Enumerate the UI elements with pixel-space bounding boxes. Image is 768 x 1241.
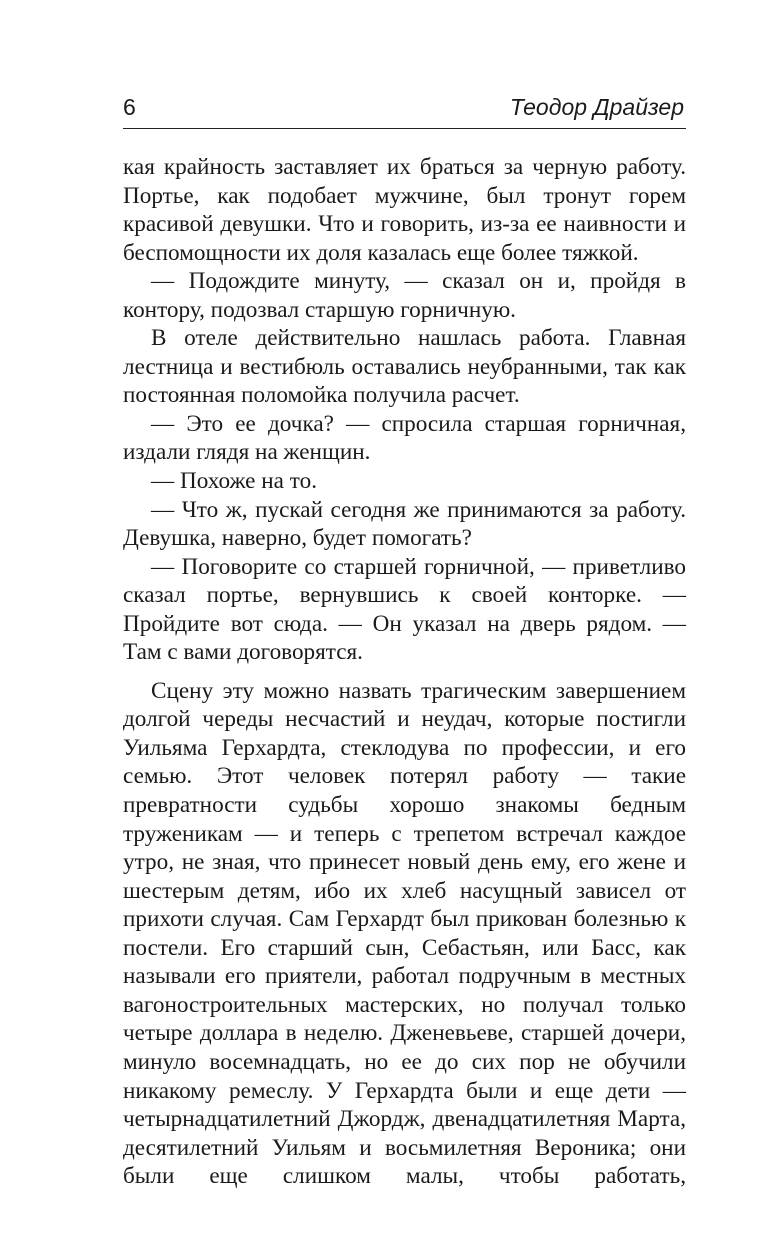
paragraph-4: — Это ее дочка? — спросила старшая горничная, издали глядя на женщин. <box>123 410 686 466</box>
paragraph-2: — Подождите минуту, — сказал он и, пройдя в контору, подозвал старшую горничную. <box>123 268 686 323</box>
body-text <box>123 153 686 1191</box>
book-page <box>123 90 686 1191</box>
paragraph-3: В отеле действительно нашлась работа. Главная лестница и вестибюль оставались неубранными, так как постоянная поломойка получила расчет. <box>123 325 686 409</box>
page-number: 6 <box>123 94 136 120</box>
paragraph-7: — Поговорите со старшей горничной, — приветливо сказал портье, вернувшись к своей конторке. — Пройдите вот сюда. — Он указал на дверь рядом. — Там с вами договорятся. <box>123 553 686 666</box>
paragraph-1: кая крайность заставляет их браться за черную работу. Портье, как подобает мужчине, был тронут горем красивой девушки. Что и говорить, из-за ее наивности и беспомощности их доля казалась еще более тяжкой. <box>123 154 686 266</box>
running-header-author: Теодор Драйзер <box>509 94 684 120</box>
paragraph-8: Сцену эту можно назвать трагическим завершением долгой череды несчастий и неудач, которые постигли Уильяма Герхардта, стеклодува по профессии, и его семью. Этот человек потерял работу — такие превратности судьбы хорошо знакомы бедным труженикам — и теперь с трепетом встречал каждое утро, не зная, что принесет новый день ему, его жене и шестерым детям, ибо их хлеб насущный зависел от прихоти случая. Сам Герхардт был прикован болезнью к постели. Его старший сын, Себастьян, или Басс, как называли его приятели, работал подручным в местных вагоностроительных мастерских, но получал только четыре доллара в неделю. Дженевьеве, старшей дочери, минуло восемнадцать, но ее до сих пор не обучили никакому ремеслу. У Герхардта были и еще дети — четырнадцатилетний Джордж, двенадцатилетняя Марта, десятилетний Уильям и восьмилетняя Вероника; они были еще слишком малы, чтобы работать, <box>123 677 686 1190</box>
paragraph-5: — Похоже на то. <box>151 468 317 495</box>
running-header <box>123 90 686 129</box>
paragraph-6: — Что ж, пускай сегодня же принимаются за работу. Девушка, наверно, будет помогать? <box>123 496 686 552</box>
